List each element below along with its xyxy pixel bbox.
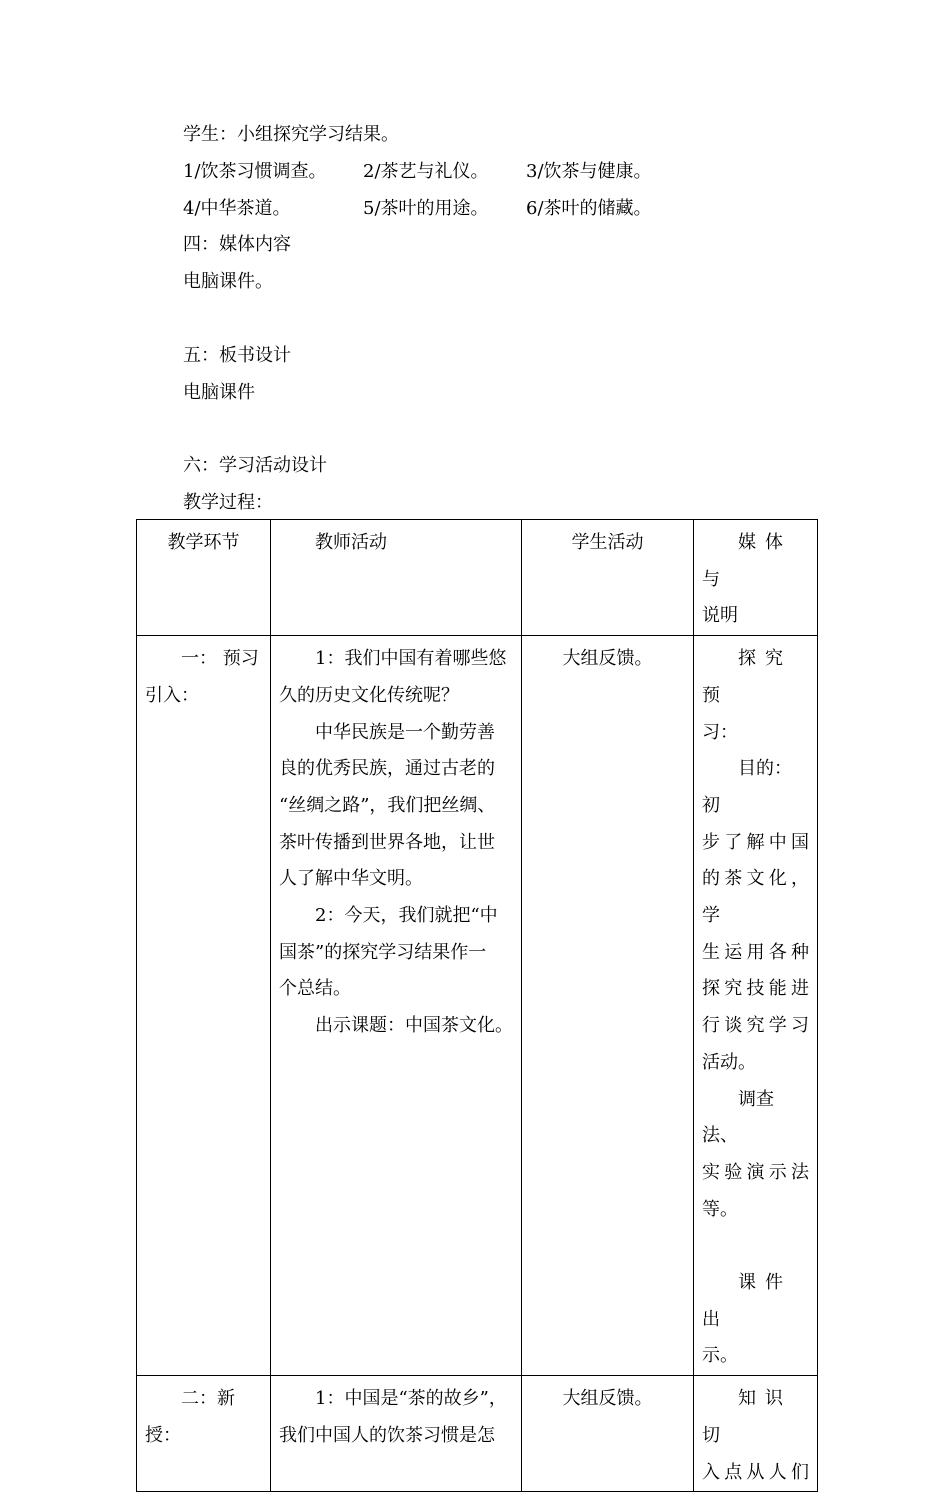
- header-student: 学生活动: [522, 520, 694, 636]
- process-label: 教学过程：: [183, 492, 273, 513]
- table-row: [137, 1376, 818, 1492]
- topic-5: 5/茶叶的用途。: [363, 198, 489, 219]
- board-section-text: 电脑课件: [183, 382, 255, 403]
- board-section-title: 五：板书设计: [183, 345, 291, 366]
- row1-stage: 一： 预习 引入：: [137, 636, 271, 1376]
- header-stage: 教学环节: [137, 520, 271, 636]
- topic-3: 3/饮茶与健康。: [526, 161, 652, 182]
- row1-media: 探究预 习： 目的：初 步了解中国 的茶文化，学 生运用各种 探究技能进 行谈究学习 活动。 调查法、 实验演示法 等。 课件出 示。: [694, 636, 818, 1376]
- table-row: [137, 636, 818, 1376]
- header-media: 媒体与 说明: [694, 520, 818, 636]
- row1-teacher: 1：我们中国有着哪些悠 久的历史文化传统呢？ 中华民族是一个勤劳善 良的优秀民族，通过古老的 “丝绸之路”，我们把丝绸、 茶叶传播到世界各地，让世 人了解中华文明。 2：今天，我们就把“中 国茶”的探究学习结果作一 个总结。 出示课题：中国茶文化。: [271, 636, 522, 1376]
- media-section-title: 四：媒体内容: [183, 234, 291, 255]
- table-header-row: [137, 520, 818, 636]
- student-line: 学生：小组探究学习结果。: [183, 124, 399, 145]
- activity-section-title: 六：学习活动设计: [183, 455, 327, 476]
- topic-4: 4/中华茶道。: [183, 198, 291, 219]
- row2-teacher: 1：中国是“茶的故乡”， 我们中国人的饮茶习惯是怎: [271, 1376, 522, 1492]
- row2-stage: 二：新授：: [137, 1376, 271, 1492]
- row2-media: 知识切 入点从人们: [694, 1376, 818, 1492]
- media-section-text: 电脑课件。: [183, 271, 273, 292]
- topic-2: 2/茶艺与礼仪。: [363, 161, 489, 182]
- topic-1: 1/饮茶习惯调查。: [183, 161, 327, 182]
- header-teacher: 教师活动: [271, 520, 522, 636]
- topic-6: 6/茶叶的储藏。: [526, 198, 652, 219]
- teaching-process-table: [136, 519, 818, 1492]
- row2-student: 大组反馈。: [522, 1376, 694, 1492]
- row1-student: 大组反馈。: [522, 636, 694, 1376]
